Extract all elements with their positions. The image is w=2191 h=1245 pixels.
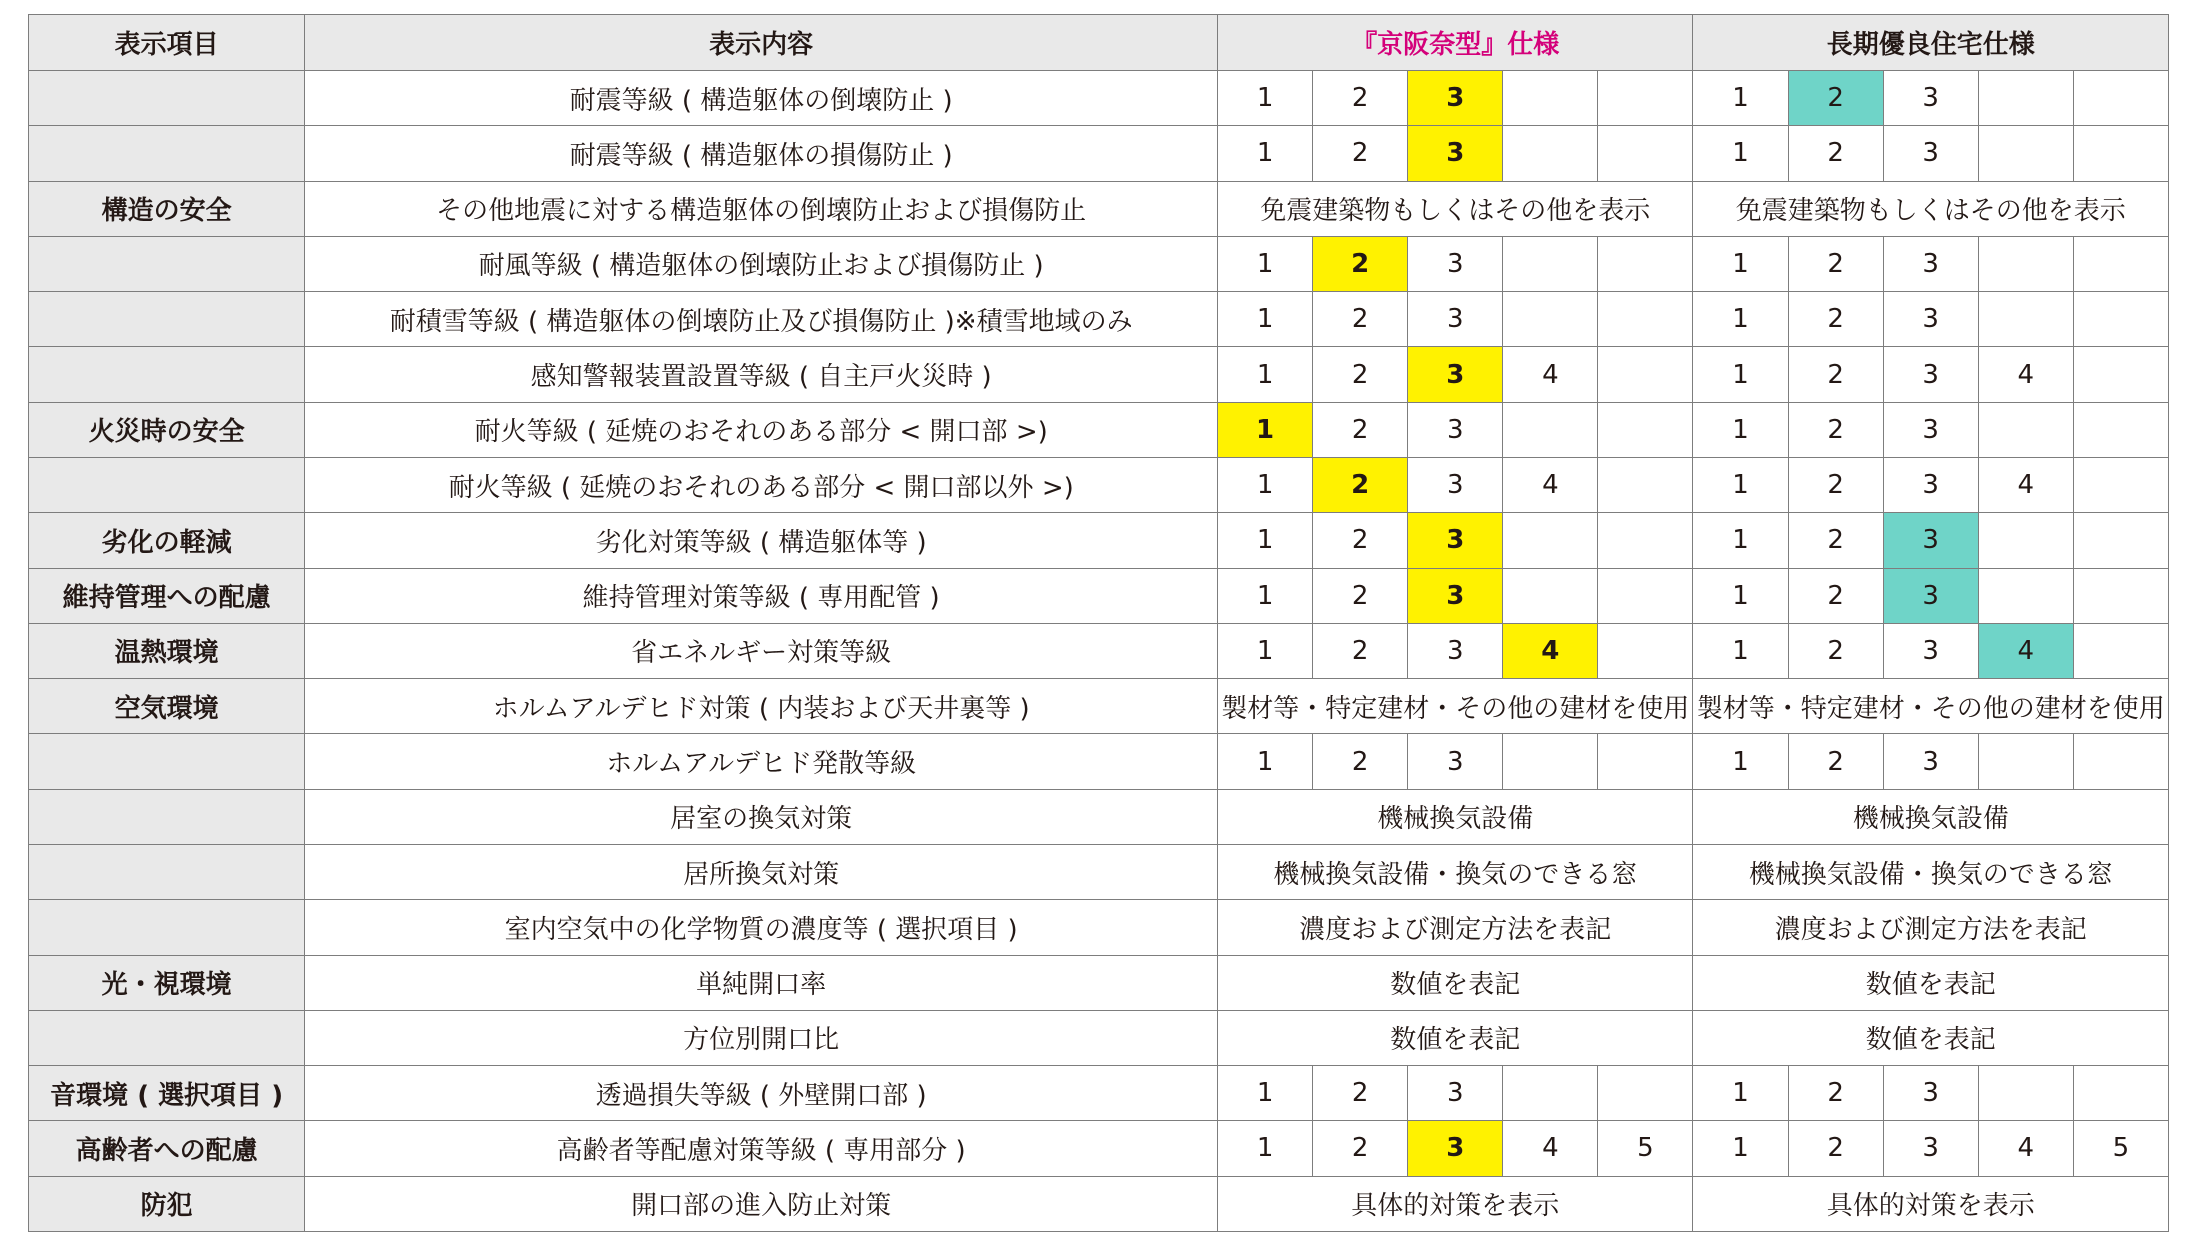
item-cell: 感知警報装置設置等級 ( 自主戸火災時 ) bbox=[305, 347, 1218, 402]
choki-level-cell: 2 bbox=[1788, 513, 1883, 568]
kyohan-level-cell bbox=[1503, 734, 1598, 789]
kyohan-level-cell bbox=[1598, 126, 1693, 181]
header-kyohan-spec: 『京阪奈型』仕様 bbox=[1218, 15, 1693, 71]
choki-level-selected: 2 bbox=[1788, 71, 1883, 126]
choki-level-cell: 3 bbox=[1883, 71, 1978, 126]
item-cell: 劣化対策等級 ( 構造躯体等 ) bbox=[305, 513, 1218, 568]
table-row bbox=[29, 513, 2169, 568]
choki-level-cell bbox=[1978, 1066, 2073, 1121]
kyohan-level-cell: 2 bbox=[1313, 402, 1408, 457]
kyohan-level-cell bbox=[1598, 402, 1693, 457]
kyohan-spec-text: 濃度および測定方法を表記 bbox=[1218, 900, 1693, 955]
category-cell bbox=[29, 347, 305, 402]
choki-level-cell: 2 bbox=[1788, 457, 1883, 512]
choki-level-cell: 2 bbox=[1788, 347, 1883, 402]
choki-level-cell: 3 bbox=[1883, 292, 1978, 347]
choki-spec-text: 機械換気設備・換気のできる窓 bbox=[1693, 844, 2169, 899]
kyohan-level-cell bbox=[1598, 513, 1693, 568]
kyohan-level-cell: 3 bbox=[1408, 734, 1503, 789]
item-cell: 耐火等級 ( 延焼のおそれのある部分 < 開口部以外 >) bbox=[305, 457, 1218, 512]
choki-level-cell: 4 bbox=[1978, 347, 2073, 402]
kyohan-level-cell bbox=[1598, 734, 1693, 789]
item-cell: 開口部の進入防止対策 bbox=[305, 1176, 1218, 1231]
kyohan-level-cell: 2 bbox=[1313, 568, 1408, 623]
choki-spec-text: 具体的対策を表示 bbox=[1693, 1176, 2169, 1231]
choki-level-cell bbox=[2073, 513, 2168, 568]
choki-level-cell bbox=[2073, 457, 2168, 512]
kyohan-level-cell: 3 bbox=[1408, 457, 1503, 512]
kyohan-level-cell: 1 bbox=[1218, 513, 1313, 568]
choki-level-cell: 1 bbox=[1693, 292, 1788, 347]
choki-level-cell bbox=[2073, 71, 2168, 126]
choki-level-cell: 3 bbox=[1883, 734, 1978, 789]
kyohan-level-cell: 2 bbox=[1313, 1121, 1408, 1176]
kyohan-level-cell bbox=[1503, 568, 1598, 623]
kyohan-level-cell: 1 bbox=[1218, 292, 1313, 347]
category-cell: 高齢者への配慮 bbox=[29, 1121, 305, 1176]
category-cell: 空気環境 bbox=[29, 679, 305, 734]
choki-level-cell bbox=[2073, 402, 2168, 457]
header-choki-spec: 長期優良住宅仕様 bbox=[1693, 15, 2169, 71]
kyohan-level-cell: 2 bbox=[1313, 126, 1408, 181]
choki-level-cell bbox=[2073, 292, 2168, 347]
table-row bbox=[29, 1176, 2169, 1231]
table-row bbox=[29, 623, 2169, 678]
choki-level-cell bbox=[2073, 347, 2168, 402]
kyohan-level-cell: 5 bbox=[1598, 1121, 1693, 1176]
item-cell: 方位別開口比 bbox=[305, 1010, 1218, 1065]
choki-level-cell bbox=[2073, 236, 2168, 291]
category-cell: 防犯 bbox=[29, 1176, 305, 1231]
kyohan-level-cell bbox=[1503, 513, 1598, 568]
kyohan-level-selected: 2 bbox=[1313, 457, 1408, 512]
choki-level-cell: 1 bbox=[1693, 402, 1788, 457]
item-cell: 透過損失等級 ( 外壁開口部 ) bbox=[305, 1066, 1218, 1121]
kyohan-level-selected: 3 bbox=[1408, 1121, 1503, 1176]
choki-level-cell: 3 bbox=[1883, 623, 1978, 678]
kyohan-spec-text: 具体的対策を表示 bbox=[1218, 1176, 1693, 1231]
choki-level-cell: 3 bbox=[1883, 347, 1978, 402]
kyohan-level-cell: 4 bbox=[1503, 1121, 1598, 1176]
choki-level-cell: 1 bbox=[1693, 623, 1788, 678]
kyohan-level-cell: 1 bbox=[1218, 623, 1313, 678]
kyohan-level-cell: 2 bbox=[1313, 71, 1408, 126]
kyohan-level-cell: 3 bbox=[1408, 402, 1503, 457]
table-row bbox=[29, 844, 2169, 899]
category-cell: 構造の安全 bbox=[29, 181, 305, 236]
kyohan-level-selected: 3 bbox=[1408, 568, 1503, 623]
kyohan-level-cell bbox=[1503, 71, 1598, 126]
choki-level-cell: 1 bbox=[1693, 236, 1788, 291]
item-cell: 耐積雪等級 ( 構造躯体の倒壊防止及び損傷防止 )※積雪地域のみ bbox=[305, 292, 1218, 347]
kyohan-level-selected: 3 bbox=[1408, 71, 1503, 126]
choki-level-cell bbox=[1978, 734, 2073, 789]
choki-level-cell: 1 bbox=[1693, 347, 1788, 402]
kyohan-level-cell: 1 bbox=[1218, 1066, 1313, 1121]
choki-spec-text: 免震建築物もしくはその他を表示 bbox=[1693, 181, 2169, 236]
kyohan-level-cell: 3 bbox=[1408, 292, 1503, 347]
kyohan-level-selected: 4 bbox=[1503, 623, 1598, 678]
table-row bbox=[29, 679, 2169, 734]
choki-level-cell: 2 bbox=[1788, 1066, 1883, 1121]
header-row bbox=[29, 15, 2169, 71]
kyohan-spec-text: 免震建築物もしくはその他を表示 bbox=[1218, 181, 1693, 236]
table-row bbox=[29, 789, 2169, 844]
item-cell: 耐風等級 ( 構造躯体の倒壊防止および損傷防止 ) bbox=[305, 236, 1218, 291]
choki-level-cell bbox=[1978, 71, 2073, 126]
choki-level-cell bbox=[1978, 513, 2073, 568]
kyohan-level-cell: 1 bbox=[1218, 126, 1313, 181]
item-cell: 室内空気中の化学物質の濃度等 ( 選択項目 ) bbox=[305, 900, 1218, 955]
choki-level-cell: 1 bbox=[1693, 1066, 1788, 1121]
choki-level-selected: 3 bbox=[1883, 568, 1978, 623]
table-row bbox=[29, 181, 2169, 236]
choki-level-cell: 2 bbox=[1788, 292, 1883, 347]
table-row bbox=[29, 1121, 2169, 1176]
category-cell: 温熱環境 bbox=[29, 623, 305, 678]
kyohan-level-cell bbox=[1598, 457, 1693, 512]
choki-level-cell: 1 bbox=[1693, 71, 1788, 126]
kyohan-level-cell bbox=[1503, 402, 1598, 457]
choki-level-cell: 3 bbox=[1883, 402, 1978, 457]
choki-level-cell bbox=[1978, 292, 2073, 347]
choki-level-cell bbox=[1978, 126, 2073, 181]
kyohan-level-selected: 3 bbox=[1408, 126, 1503, 181]
table-row bbox=[29, 568, 2169, 623]
kyohan-level-cell bbox=[1503, 126, 1598, 181]
kyohan-level-cell: 2 bbox=[1313, 347, 1408, 402]
choki-level-cell: 1 bbox=[1693, 568, 1788, 623]
table-row bbox=[29, 126, 2169, 181]
table-row bbox=[29, 71, 2169, 126]
item-cell: 高齢者等配慮対策等級 ( 専用部分 ) bbox=[305, 1121, 1218, 1176]
choki-level-cell bbox=[2073, 126, 2168, 181]
category-cell: 劣化の軽減 bbox=[29, 513, 305, 568]
kyohan-level-cell bbox=[1598, 292, 1693, 347]
choki-level-cell: 2 bbox=[1788, 1121, 1883, 1176]
category-cell: 維持管理への配慮 bbox=[29, 568, 305, 623]
item-cell: 耐震等級 ( 構造躯体の損傷防止 ) bbox=[305, 126, 1218, 181]
header-content: 表示内容 bbox=[305, 15, 1218, 71]
category-cell bbox=[29, 71, 305, 126]
kyohan-level-cell: 2 bbox=[1313, 513, 1408, 568]
item-cell: 耐震等級 ( 構造躯体の倒壊防止 ) bbox=[305, 71, 1218, 126]
choki-level-cell bbox=[2073, 1066, 2168, 1121]
choki-level-cell bbox=[2073, 568, 2168, 623]
kyohan-level-cell bbox=[1503, 1066, 1598, 1121]
choki-level-cell: 1 bbox=[1693, 457, 1788, 512]
kyohan-level-selected: 1 bbox=[1218, 402, 1313, 457]
choki-spec-text: 濃度および測定方法を表記 bbox=[1693, 900, 2169, 955]
kyohan-level-cell: 2 bbox=[1313, 734, 1408, 789]
item-cell: 維持管理対策等級 ( 専用配管 ) bbox=[305, 568, 1218, 623]
table-row bbox=[29, 1066, 2169, 1121]
kyohan-level-cell: 4 bbox=[1503, 457, 1598, 512]
choki-level-cell: 2 bbox=[1788, 623, 1883, 678]
choki-level-cell bbox=[2073, 623, 2168, 678]
choki-level-cell: 1 bbox=[1693, 126, 1788, 181]
choki-level-cell: 4 bbox=[1978, 1121, 2073, 1176]
kyohan-level-cell: 1 bbox=[1218, 347, 1313, 402]
choki-level-cell: 2 bbox=[1788, 126, 1883, 181]
category-cell bbox=[29, 844, 305, 899]
choki-level-selected: 3 bbox=[1883, 513, 1978, 568]
kyohan-level-cell: 1 bbox=[1218, 71, 1313, 126]
kyohan-level-cell bbox=[1598, 623, 1693, 678]
spec-table-body bbox=[29, 71, 2169, 1232]
kyohan-level-cell: 1 bbox=[1218, 236, 1313, 291]
category-cell: 火災時の安全 bbox=[29, 402, 305, 457]
choki-spec-text: 機械換気設備 bbox=[1693, 789, 2169, 844]
kyohan-spec-text: 数値を表記 bbox=[1218, 1010, 1693, 1065]
choki-level-cell: 3 bbox=[1883, 126, 1978, 181]
kyohan-level-cell: 2 bbox=[1313, 623, 1408, 678]
table-row bbox=[29, 900, 2169, 955]
kyohan-level-cell bbox=[1598, 1066, 1693, 1121]
kyohan-spec-text: 機械換気設備 bbox=[1218, 789, 1693, 844]
choki-spec-text: 数値を表記 bbox=[1693, 955, 2169, 1010]
kyohan-level-cell bbox=[1598, 236, 1693, 291]
table-row bbox=[29, 457, 2169, 512]
choki-level-cell: 2 bbox=[1788, 236, 1883, 291]
kyohan-level-cell: 1 bbox=[1218, 734, 1313, 789]
table-row bbox=[29, 1010, 2169, 1065]
item-cell: その他地震に対する構造躯体の倒壊防止および損傷防止 bbox=[305, 181, 1218, 236]
kyohan-level-cell: 3 bbox=[1408, 1066, 1503, 1121]
choki-level-cell: 1 bbox=[1693, 1121, 1788, 1176]
category-cell bbox=[29, 236, 305, 291]
table-row bbox=[29, 236, 2169, 291]
kyohan-level-cell bbox=[1598, 568, 1693, 623]
kyohan-level-selected: 2 bbox=[1313, 236, 1408, 291]
category-cell bbox=[29, 126, 305, 181]
choki-level-cell: 2 bbox=[1788, 734, 1883, 789]
item-cell: 居所換気対策 bbox=[305, 844, 1218, 899]
item-cell: ホルムアルデヒド対策 ( 内装および天井裏等 ) bbox=[305, 679, 1218, 734]
choki-level-cell bbox=[1978, 568, 2073, 623]
kyohan-level-cell: 1 bbox=[1218, 457, 1313, 512]
spec-comparison-table bbox=[28, 14, 2169, 1232]
table-row bbox=[29, 292, 2169, 347]
table-row bbox=[29, 734, 2169, 789]
header-category: 表示項目 bbox=[29, 15, 305, 71]
kyohan-level-cell: 4 bbox=[1503, 347, 1598, 402]
category-cell bbox=[29, 900, 305, 955]
choki-level-cell: 5 bbox=[2073, 1121, 2168, 1176]
category-cell bbox=[29, 292, 305, 347]
kyohan-spec-text: 機械換気設備・換気のできる窓 bbox=[1218, 844, 1693, 899]
kyohan-spec-text: 数値を表記 bbox=[1218, 955, 1693, 1010]
kyohan-level-selected: 3 bbox=[1408, 513, 1503, 568]
choki-level-cell: 3 bbox=[1883, 236, 1978, 291]
table-row bbox=[29, 347, 2169, 402]
kyohan-level-cell: 1 bbox=[1218, 568, 1313, 623]
kyohan-level-cell bbox=[1503, 292, 1598, 347]
choki-level-selected: 4 bbox=[1978, 623, 2073, 678]
item-cell: 耐火等級 ( 延焼のおそれのある部分 < 開口部 >) bbox=[305, 402, 1218, 457]
choki-level-cell bbox=[1978, 236, 2073, 291]
choki-spec-text: 製材等・特定建材・その他の建材を使用 bbox=[1693, 679, 2169, 734]
item-cell: 居室の換気対策 bbox=[305, 789, 1218, 844]
category-cell bbox=[29, 789, 305, 844]
category-cell: 音環境 ( 選択項目 ) bbox=[29, 1066, 305, 1121]
kyohan-level-cell: 3 bbox=[1408, 236, 1503, 291]
choki-level-cell: 2 bbox=[1788, 568, 1883, 623]
item-cell: ホルムアルデヒド発散等級 bbox=[305, 734, 1218, 789]
choki-level-cell bbox=[2073, 734, 2168, 789]
choki-level-cell: 1 bbox=[1693, 513, 1788, 568]
kyohan-level-cell: 2 bbox=[1313, 292, 1408, 347]
category-cell bbox=[29, 457, 305, 512]
choki-level-cell bbox=[1978, 402, 2073, 457]
kyohan-level-selected: 3 bbox=[1408, 347, 1503, 402]
table-row bbox=[29, 955, 2169, 1010]
item-cell: 省エネルギー対策等級 bbox=[305, 623, 1218, 678]
choki-level-cell: 4 bbox=[1978, 457, 2073, 512]
choki-level-cell: 2 bbox=[1788, 402, 1883, 457]
kyohan-level-cell bbox=[1598, 71, 1693, 126]
category-cell: 光・視環境 bbox=[29, 955, 305, 1010]
table-row bbox=[29, 402, 2169, 457]
choki-spec-text: 数値を表記 bbox=[1693, 1010, 2169, 1065]
category-cell bbox=[29, 734, 305, 789]
kyohan-level-cell: 1 bbox=[1218, 1121, 1313, 1176]
kyohan-spec-text: 製材等・特定建材・その他の建材を使用 bbox=[1218, 679, 1693, 734]
choki-level-cell: 3 bbox=[1883, 457, 1978, 512]
choki-level-cell: 3 bbox=[1883, 1066, 1978, 1121]
kyohan-level-cell bbox=[1598, 347, 1693, 402]
choki-level-cell: 1 bbox=[1693, 734, 1788, 789]
item-cell: 単純開口率 bbox=[305, 955, 1218, 1010]
kyohan-level-cell bbox=[1503, 236, 1598, 291]
kyohan-level-cell: 2 bbox=[1313, 1066, 1408, 1121]
choki-level-cell: 3 bbox=[1883, 1121, 1978, 1176]
category-cell bbox=[29, 1010, 305, 1065]
kyohan-level-cell: 3 bbox=[1408, 623, 1503, 678]
